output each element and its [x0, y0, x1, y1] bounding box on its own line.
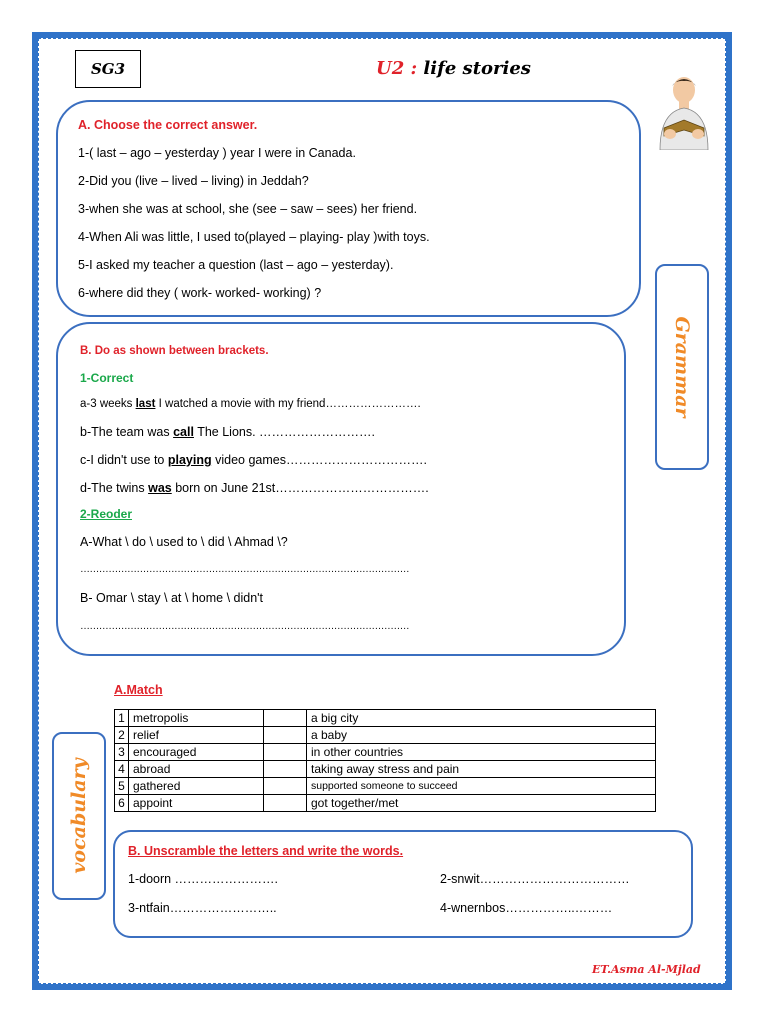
- unscramble-item-1: 1-doorn …………………….: [128, 872, 279, 886]
- correct-heading: 1-Correct: [80, 371, 134, 385]
- match-answer-cell: [264, 761, 307, 778]
- correct-item-d: [80, 481, 429, 495]
- unit-title: [376, 58, 531, 79]
- match-answer-cell: [264, 727, 307, 744]
- match-meaning: a big city: [307, 710, 656, 727]
- question-6: 6-where did they ( work- worked- working) ?: [78, 286, 322, 300]
- match-word: appoint: [129, 795, 264, 812]
- correct-item-d-post: born on June 21st……………………………….: [171, 481, 429, 495]
- reorder-heading: 2-Reoder: [80, 507, 133, 521]
- match-meaning: taking away stress and pain: [307, 761, 656, 778]
- match-answer-cell: [264, 710, 307, 727]
- correct-item-a: [80, 398, 421, 410]
- match-answer-cell: [264, 744, 307, 761]
- worksheet-code: SG3: [75, 50, 141, 88]
- correct-item-b-pre: b-The team was: [80, 425, 174, 439]
- correct-item-a-post: I watched a movie with my friend…………………….: [155, 398, 421, 410]
- reorder-question-a: A-What \ do \ used to \ did \ Ahmad \?: [80, 535, 288, 549]
- section-a-title: A. Choose the correct answer.: [78, 118, 258, 132]
- row-number: 2: [115, 727, 129, 744]
- correct-item-b: [80, 425, 375, 439]
- match-title: A.Match: [114, 683, 163, 697]
- match-meaning: supported someone to succeed: [307, 778, 656, 795]
- correct-item-a-pre: a-3 weeks: [80, 398, 136, 410]
- question-1: 1-( last – ago – yesterday ) year I were in Canada.: [78, 146, 356, 160]
- unscramble-item-2: 2-snwit………………………………: [440, 872, 630, 886]
- reorder-question-b: B- Omar \ stay \ at \ home \ didn't: [80, 591, 264, 605]
- vocabulary-side-tab: [52, 732, 106, 900]
- correct-item-d-keyword: was: [148, 481, 172, 495]
- section-b-title: B. Do as shown between brackets.: [80, 345, 269, 357]
- correct-item-c-post: video games…………………………….: [211, 453, 427, 467]
- match-meaning: got together/met: [307, 795, 656, 812]
- row-number: 4: [115, 761, 129, 778]
- match-answer-cell: [264, 795, 307, 812]
- match-meaning: a baby: [307, 727, 656, 744]
- match-meaning: in other countries: [307, 744, 656, 761]
- table-row: [115, 761, 656, 778]
- table-row: [115, 744, 656, 761]
- match-word: encouraged: [129, 744, 264, 761]
- row-number: 1: [115, 710, 129, 727]
- table-row: [115, 778, 656, 795]
- table-row: [115, 727, 656, 744]
- row-number: 6: [115, 795, 129, 812]
- correct-item-b-post: The Lions. ……………………….: [193, 425, 376, 439]
- reading-man-illustration: [650, 76, 718, 150]
- correct-item-d-pre: d-The twins: [80, 481, 149, 495]
- match-answer-cell: [264, 778, 307, 795]
- match-word: abroad: [129, 761, 264, 778]
- unscramble-item-3: 3-ntfain……………………..: [128, 901, 277, 915]
- table-row: [115, 795, 656, 812]
- match-table: [114, 709, 656, 812]
- reorder-answer-line-a: ……………………………………………………………………………………………: [80, 564, 410, 575]
- match-word: metropolis: [129, 710, 264, 727]
- row-number: 3: [115, 744, 129, 761]
- correct-item-b-keyword: call: [173, 425, 194, 439]
- grammar-label: Grammar: [671, 316, 693, 418]
- correct-item-c-keyword: playing: [167, 453, 212, 467]
- question-5: 5-I asked my teacher a question (last – ago – yesterday).: [78, 258, 394, 272]
- question-4: 4-When Ali was little, I used to(played – playing- play )with toys.: [78, 230, 430, 244]
- correct-item-c-pre: c-I didn't use to: [80, 453, 168, 467]
- row-number: 5: [115, 778, 129, 795]
- grammar-side-tab: [655, 264, 709, 470]
- vocabulary-label: vocabulary: [68, 758, 90, 874]
- unit-label: U2 :: [376, 58, 418, 79]
- unit-title-text: life stories: [423, 58, 531, 79]
- correct-item-a-keyword: last: [135, 398, 156, 410]
- question-2: 2-Did you (live – lived – living) in Jeddah?: [78, 174, 309, 188]
- match-word: relief: [129, 727, 264, 744]
- unscramble-title: B. Unscramble the letters and write the words.: [128, 844, 404, 858]
- table-row: [115, 710, 656, 727]
- correct-item-c: [80, 453, 427, 467]
- match-word: gathered: [129, 778, 264, 795]
- unscramble-item-4: 4-wnernbos……………..………: [440, 901, 613, 915]
- question-3: 3-when she was at school, she (see – saw – sees) her friend.: [78, 202, 418, 216]
- author-signature: ET.Asma Al-Mjlad: [592, 963, 701, 976]
- reorder-answer-line-b: ……………………………………………………………………………………………: [80, 621, 410, 632]
